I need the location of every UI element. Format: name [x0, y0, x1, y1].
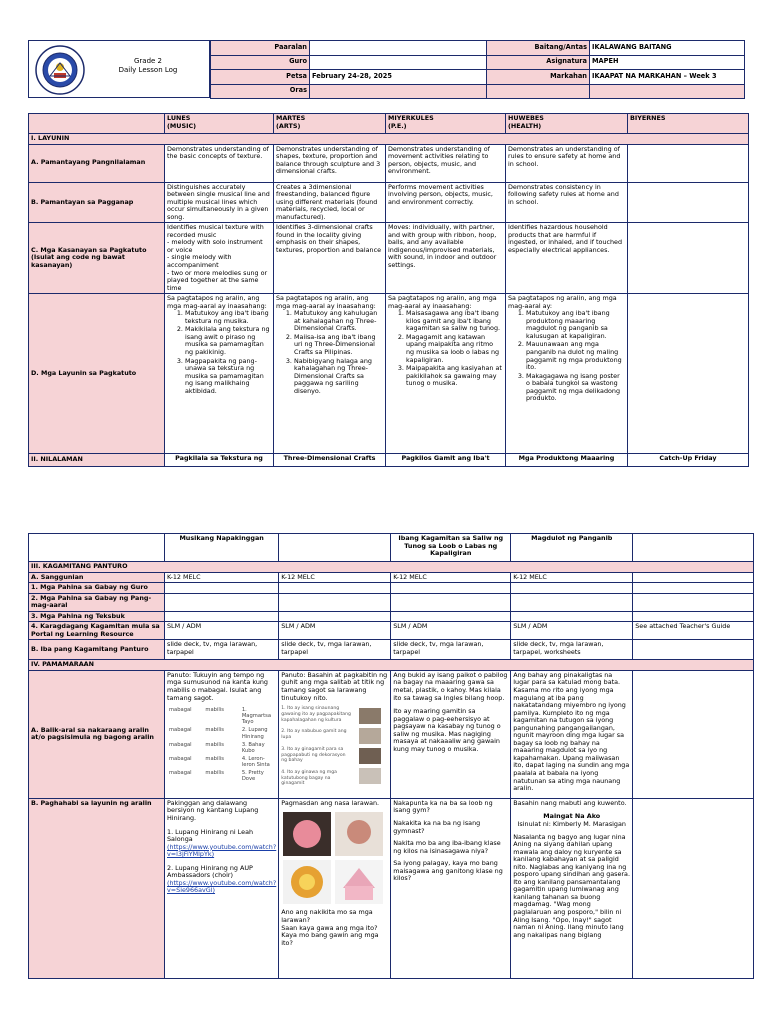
field-label-asignatura: Asignatura	[487, 55, 590, 70]
table-row: mabagal mabilis 4. Leron-leron Sinta	[169, 755, 270, 769]
topic-cont-wed: Ibang Kagamitan sa Saliw ng Tunog sa Loob o Labas ng Kapaligiran	[391, 534, 511, 562]
iba-fri	[633, 640, 754, 660]
youtube-link-1[interactable]: (https://www.youtube.com/watch?v=l3jFiYMlpYk)	[167, 842, 277, 859]
field-label-oras: Oras	[211, 84, 310, 99]
balik-fri	[633, 670, 754, 798]
crafts-images	[357, 706, 383, 786]
sanggunian-wed: K-12 MELC	[391, 572, 511, 583]
karagdagan-mon: SLM / ADM	[165, 622, 279, 640]
field-value-asignatura: MAPEH	[590, 55, 745, 70]
story-title: Maingat Na Ako	[543, 812, 601, 821]
balik-mon: Panuto: Tukuyin ang tempo ng mga sumusunod na kanta kung mabilis o mabagal. Isulat ang tamang sagot. mabagal mabilis 1. Magmartsa Tayo mabagal mabilis 2. Lupang Hinirang mabagal mabilis 3. Bahay Kubo mabagal mabilis 4. Leron-leron Sinta mabagal mabilis 5. Pretty Dove	[165, 670, 279, 798]
kasanayan-thu: Identifies hazardous household products that are harmful if ingested, or inhaled, and if touched especially electrical appliances.	[506, 223, 628, 294]
paghahabi-wed: Nakapunta ka na ba sa loob ng isang gym? Nakakita ka na ba ng isang gymnast? Nakita mo ba ang iba-ibang klase ng kilos na isinasagawa niya? Sa iyong palagay, kaya mo bang maisagawa ang ganitong klase ng kilos?	[391, 798, 511, 978]
list-item: 2. Makikilala ang tekstura ng isang awit o piraso ng musika sa pamamagitan ng pakikinig.	[185, 326, 271, 356]
balik-thu: Ang bahay ang pinakaligtas na lugar para sa katulad mong bata. Kasama mo rito ang iyong mga magulang at iba pang nakatatandang miyembro ng iyong pamilya. Kumpleto ito ng mga kagamitan na tutugon sa iyong pangunahing pangangailangan, ngunit mayroon ding mga lugar sa bagay sa loob ng bahay na maaaring magdulot sa iyo ng kapahamakan. Upang maiiwasan ito, dapat laging na sundin ang mga paalala at babala na iyong natutunan sa ating mga naunang aralin.	[511, 670, 633, 798]
list-item: 3. Nabibigyang halaga ang kahalagahan ng Three-Dimensional Crafts sa paggawa ng sariling disenyo.	[294, 358, 383, 396]
row-label-teksbuk: 3. Mga Pahina ng Teksbuk	[29, 611, 165, 622]
iba-wed: slide deck, tv, mga larawan, tarpapel	[391, 640, 511, 660]
row-label-balik-aral: A. Balik-aral sa nakaraang aralin at/o pagsisimula ng bagong aralin	[29, 670, 165, 798]
pamantayang-mon: Demonstrates understanding of the basic concepts of texture.	[165, 144, 274, 182]
row-label-magaaral-pages: 2. Mga Pahina sa Gabay ng Pang-mag-aaral	[29, 593, 165, 611]
list-item: 2. Maiisa-isa ang iba't ibang uri ng Three-Dimensional Crafts sa Pilipinas.	[294, 334, 383, 357]
row-label-guro-pages: 1. Mga Pahina sa Gabay ng Guro	[29, 583, 165, 594]
paghahabi-mon: Pakinggan ang dalawang bersiyon ng kantang Lupang Hinirang. 1. Lupang Hinirang ni Leah Salonga (https://www.youtube.com/watch?v=l3jFiYMlpYk) 2. Lupang Hinirang ng AUP Ambassadors (choir) (https://www.youtube.com/watch?v=Sie966avGl)	[165, 798, 279, 978]
table-row: mabagal mabilis 5. Pretty Dove	[169, 770, 264, 783]
row-label-iba: B. Iba pang Kagamitang Panturo	[29, 640, 165, 660]
header-fields-table	[210, 40, 745, 99]
kasanayan-fri	[628, 223, 749, 294]
topic-thu: Mga Produktong Maaaring	[506, 454, 628, 467]
lesson-log-table	[28, 113, 749, 467]
pagganap-fri	[628, 182, 749, 223]
row-label-sanggunian: A. Sanggunian	[29, 572, 165, 583]
lesson-log-table-continued	[28, 533, 754, 979]
layunin-mon: Sa pagtatapos ng aralin, ang mga mag-aaral ay inaasahang: 1. Matutukoy ang iba't ibang tekstura ng musika. 2. Makikilala ang tekstura ng isang awit o piraso ng musika sa pamamagitan ng pakikinig. 3. Magpapakita ng pang-unawa sa tekstura ng musika sa pamamagitan ng isang malikhaing aktibidad.	[165, 294, 274, 454]
list-item: 3. Magpapakita ng pang-unawa sa tekstura ng musika sa pamamagitan ng isang malikhaing aktibidad.	[185, 358, 271, 396]
list-item: 2. Magagamit ang katawan upang maipakita ang ritmo ng musika sa loob o labas ng kapaligiran.	[406, 334, 503, 364]
topic-tue: Three-Dimensional Crafts	[274, 454, 386, 467]
list-item: 1. Maisasagawa ang iba't ibang kilos gamit ang iba't ibang kagamitan sa saliw ng tunog.	[406, 310, 503, 333]
iba-tue: slide deck, tv, mga larawan, tarpapel	[279, 640, 391, 660]
kasanayan-tue: Identifies 3-dimensional crafts found in the locality giving emphasis on their shapes, textures, proportion and balance	[274, 223, 386, 294]
karagdagan-tue: SLM / ADM	[279, 622, 391, 640]
field-value-petsa: February 24-28, 2025	[310, 70, 487, 85]
list-item: 1. Matutukoy ang iba't ibang tekstura ng musika.	[185, 310, 271, 325]
day-header-tue: MARTES (ARTS)	[274, 114, 386, 134]
topic-cont-thu: Magdulot ng Panganib	[511, 534, 633, 562]
matching-exercise: 1. Ito ay isang sinaunang gawaing ito ay pagpapakitang kapahalagahan ng kultura 2. Ito ay nabubuo gamit ang lupa 3. Ito ay ginagamit para sa pagpapabuti ng dekorasyon ng bahay 4. Ito ay ginawa ng mga katutubong bagay na ginagamit	[281, 706, 388, 786]
topic-cont-blank	[29, 534, 165, 562]
layunin-thu: Sa pagtatapos ng aralin, ang mga mag-aaral ay: 1. Matutukoy ang iba't ibang produktong maaaring magdulot ng panganib sa kalusugan at kapaligiran. 2. Mauunawaan ang mga panganib na dulot ng maling paggamit ng mga produktong ito. 3. Makagagawa ng isang poster o babala tungkol sa wastong paggamit ng mga delikadong produkto.	[506, 294, 628, 454]
story-body: Nasalanta ng bagyo ang lugar nina Aning na siyang dahilan upang mawala ang daloy ng kuryente sa kanilang kabahayan at sa paligid nito. Naglabas ang kaniyang ina ng posporo upang sindihan ang gasera. Ito ang kanilang pansamantalang gagamitin upang lumiwanag ang kanilang tahanan sa buong magdamag. "Wag mong paglalaruan ang posporo," bilin ni Aling Isang. "Opo, Inay!" sagot naman ni Aning. Ilang minuto lang ang nakalipas nang biglang	[513, 832, 631, 939]
pagganap-tue: Creates a 3dimensional freestanding, balanced figure using different materials (found materials, recycled, local or manufactured).	[274, 182, 386, 223]
sanggunian-thu: K-12 MELC	[511, 572, 633, 583]
crafts-photo-collage	[281, 810, 385, 906]
layunin-wed: Sa pagtatapos ng aralin, ang mga mag-aaral ay inaasahang: 1. Maisasagawa ang iba't ibang kilos gamit ang iba't ibang kagamitan sa saliw ng tunog. 2. Magagamit ang katawan upang maipakita ang ritmo ng musika sa loob o labas ng kapaligiran. 3. Maipapakita ang kasiyahan at pakikilahok sa gawaing may tunog o musika.	[386, 294, 506, 454]
iba-mon: slide deck, tv, mga larawan, tarpapel	[165, 640, 279, 660]
table-row: mabagal mabilis 1. Magmartsa Tayo	[169, 707, 272, 726]
field-label-guro: Guro	[211, 55, 310, 70]
row-label-nilalaman: II. NILALAMAN	[29, 454, 165, 467]
list-item: 1. Matutukoy ang kahulugan at kahalagahan ng Three-Dimensional Crafts.	[294, 310, 383, 333]
day-header-fri: BIYERNES	[628, 114, 749, 134]
field-value-oras	[310, 84, 487, 99]
row-label-kasanayan: C. Mga Kasanayan sa Pagkatuto (Isulat ang code ng bawat kasanayan)	[29, 223, 165, 294]
karagdagan-thu: SLM / ADM	[511, 622, 633, 640]
field-label-baitang: Baitang/Antas	[487, 41, 590, 56]
section-pamamaraan: IV. PAMAMARAAN	[29, 660, 754, 671]
list-item: 1. Matutukoy ang iba't ibang produktong maaaring magdulot ng panganib sa kalusugan at kapaligiran.	[526, 310, 625, 340]
topic-cont-mon: Musikang Napakinggan	[165, 534, 279, 562]
story-author: Isinulat ni: Kimberly M. Marasigan	[517, 820, 626, 829]
layunin-fri	[628, 294, 749, 454]
layunin-tue: Sa pagtatapos ng aralin, ang mga mag-aaral ay inaasahang: 1. Matutukoy ang kahulugan at kahalagahan ng Three-Dimensional Crafts. 2. Maiisa-isa ang iba't ibang uri ng Three-Dimensional Crafts sa Pilipinas. 3. Nabibigyang halaga ang kahalagahan ng Three-Dimensional Crafts sa paggawa ng sariling disenyo.	[274, 294, 386, 454]
topic-cont-fri	[633, 534, 754, 562]
grade-label: Grade 2	[133, 57, 163, 65]
pamantayang-wed: Demonstrates understanding of movement activities relating to person, objects, music, and environment.	[386, 144, 506, 182]
topic-fri: Catch-Up Friday	[628, 454, 749, 467]
list-item: 2. Mauunawaan ang mga panganib na dulot ng maling paggamit ng mga produktong ito.	[526, 341, 625, 371]
paghahabi-fri	[633, 798, 754, 978]
row-label-layunin: D. Mga Layunin sa Pagkatuto	[29, 294, 165, 454]
row-label-pagganap: B. Pamantayan sa Pagganap	[29, 182, 165, 223]
row-label-pamantayang: A. Pamantayang Pangnilalaman	[29, 144, 165, 182]
field-label-paaralan: Paaralan	[211, 41, 310, 56]
field-label-markahan: Markahan	[487, 70, 590, 85]
day-header-thu: HUWEBES (HEALTH)	[506, 114, 628, 134]
paghahabi-tue: Pagmasdan ang nasa larawan. Ano ang nakikita mo sa mga larawan? Saan kaya gawa ang mga ito? Kaya mo bang gawin ang mga ito?	[279, 798, 391, 978]
youtube-link-2[interactable]: (https://www.youtube.com/watch?v=Sie966avGl)	[167, 878, 277, 895]
karagdagan-fri: See attached Teacher's Guide	[633, 622, 754, 640]
paghahabi-thu: Basahin nang mabuti ang kuwento. Maingat Na Ako Isinulat ni: Kimberly M. Marasigan Nasalanta ng bagyo ang lugar nina Aning na siyang dahilan upang mawala ang daloy ng kuryente sa kanilang kabahayan at sa paligid nito. Naglabas ang kaniyang ina ng posporo upang sindihan ang gasera. Ito ang kanilang pansamantalang gagamitin upang lumiwanag ang kanilang tahanan sa buong magdamag. "Wag mong paglalaruan ang posporo," bilin ni Aling Isang. "Opo, Inay!" sagot naman ni Aning. Ilang minuto lang ang nakalipas nang biglang	[511, 798, 633, 978]
field-value-paaralan	[310, 41, 487, 56]
field-value-markahan: IKAAPAT NA MARKAHAN – Week 3	[590, 70, 745, 85]
row-label-karagdagan: 4. Karagdagang Kagamitan mula sa Portal ng Learning Resource	[29, 622, 165, 640]
table-row: mabagal mabilis 2. Lupang Hinirang	[169, 727, 268, 740]
row-label-paghahabi: B. Paghahabi sa layunin ng aralin	[29, 798, 165, 978]
day-header-wed: MIYERKULES (P.E.)	[386, 114, 506, 134]
pamantayang-tue: Demonstrates understanding of shapes, texture, proportion and balance through sculpture and 3 dimensional crafts.	[274, 144, 386, 182]
log-title: Daily Lesson Log	[118, 65, 178, 74]
topic-mon: Pagkilala sa Tekstura ng	[165, 454, 274, 467]
field-label-petsa: Petsa	[211, 70, 310, 85]
iba-thu: slide deck, tv, mga larawan, tarpapel, worksheets	[511, 640, 633, 660]
deped-seal-icon	[35, 45, 85, 95]
field-value-empty	[590, 84, 745, 99]
table-row: mabagal mabilis 3. Bahay Kubo	[169, 741, 265, 754]
sanggunian-mon: K-12 MELC	[165, 572, 279, 583]
pamantayang-fri	[628, 144, 749, 182]
pamantayang-thu: Demonstrates an understanding of rules to ensure safety at home and in school.	[506, 144, 628, 182]
list-item: 3. Makagagawa ng isang poster o babala tungkol sa wastong paggamit ng mga delikadong produkto.	[526, 373, 625, 403]
section-layunin: I. LAYUNIN	[29, 134, 749, 145]
pagganap-wed: Performs movement activities involving person, objects, music, and environment correctly.	[386, 182, 506, 223]
kasanayan-wed: Moves: individually, with partner, and with group with ribbon, hoop, balls, and any available indigenous/improvised materials, with sound, in indoor and outdoor settings.	[386, 223, 506, 294]
pagganap-thu: Demonstrates consistency in following safety rules at home and in school.	[506, 182, 628, 223]
list-item: 3. Maipapakita ang kasiyahan at pakikilahok sa gawaing may tunog o musika.	[406, 365, 503, 388]
balik-tue: Panuto: Basahin at pagkabitin ng guhit ang mga salitab at titik ng tamang sagot sa larawang tinutukoy nito. 1. Ito ay isang sinaunang gawaing ito ay pagpapakitang kapahalagahan ng kultura 2. Ito ay nabubuo gamit ang lupa 3. Ito ay ginagamit para sa pagpapabuti ng dekorasyon ng bahay 4. Ito ay ginawa ng mga katutubong bagay na ginagamit	[279, 670, 391, 798]
day-header-blank	[29, 114, 165, 134]
field-value-guro	[310, 55, 487, 70]
balik-wed: Ang bukid ay isang paikot o pabilog na bagay na maaaring gawa sa metal, plastik, o kahoy. Mas kilala ito sa tawag sa Ingles bilang hoop. Ito ay maaring gamitin sa paggalaw o pag-eehersisyo at pagsayaw na kasabay ng tunog o saliw ng musika. Mas nagiging masaya at nakaaaliw ang gawain kung may tunog o musika.	[391, 670, 511, 798]
school-header	[28, 40, 210, 98]
field-value-baitang: IKALAWANG BAITANG	[590, 41, 745, 56]
section-kagamitan: III. KAGAMITANG PANTURO	[29, 562, 754, 573]
sanggunian-tue: K-12 MELC	[279, 572, 391, 583]
sanggunian-fri	[633, 572, 754, 583]
field-label-empty	[487, 84, 590, 99]
karagdagan-wed: SLM / ADM	[391, 622, 511, 640]
day-header-mon: LUNES (MUSIC)	[165, 114, 274, 134]
topic-cont-tue	[279, 534, 391, 562]
pagganap-mon: Distinguishes accurately between single musical line and multiple musical lines which occur simultaneously in a given song.	[165, 182, 274, 223]
kasanayan-mon: Identifies musical texture with recorded music - melody with solo instrument or voice - single melody with accompaniment - two or more melodies sung or played together at the same time	[165, 223, 274, 294]
topic-wed: Pagkilos Gamit ang Iba't	[386, 454, 506, 467]
tempo-table	[167, 706, 276, 783]
